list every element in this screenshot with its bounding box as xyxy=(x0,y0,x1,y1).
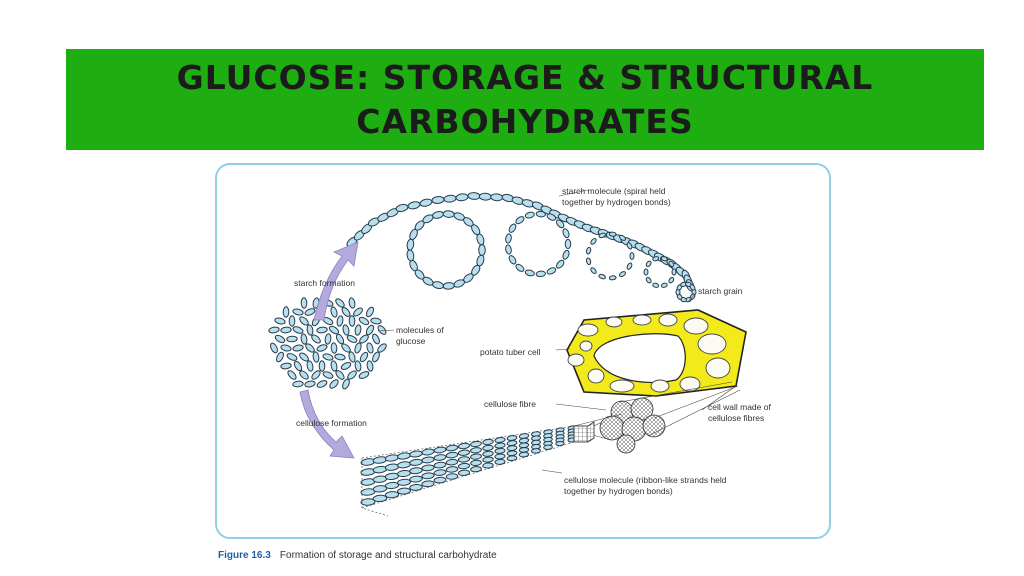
starch-coil-unit xyxy=(479,244,486,255)
starch-molecule-label-2: together by hydrogen bonds) xyxy=(562,197,671,207)
starch-grain xyxy=(610,380,634,392)
cellulose-glucose-unit xyxy=(483,463,494,469)
cellulose-glucose-unit xyxy=(458,463,470,469)
starch-molecule-label-1: starch molecule (spiral held xyxy=(562,186,666,196)
starch-coil-unit xyxy=(644,269,648,275)
cellulose-molecule-label-2: together by hydrogen bonds) xyxy=(564,486,673,496)
starch-grain xyxy=(698,334,726,354)
starch-grain xyxy=(706,358,730,378)
cellulose-glucose-unit xyxy=(519,447,529,452)
cellulose-glucose-unit xyxy=(507,450,517,456)
starch-grain xyxy=(578,324,598,336)
glucose-molecule xyxy=(281,327,292,334)
glucose-label-2: glucose xyxy=(396,336,426,346)
title-banner xyxy=(66,49,984,150)
glucose-molecule xyxy=(287,336,298,342)
cellulose-fibre-label: cellulose fibre xyxy=(484,399,536,409)
carbohydrate-diagram xyxy=(202,160,848,576)
cellulose-glucose-unit xyxy=(544,445,553,450)
starch-grain xyxy=(588,369,604,383)
cellulose-molecule-label-1: cellulose molecule (ribbon-like strands held xyxy=(564,475,727,485)
starch-grain-label: starch grain xyxy=(698,286,743,296)
cellulose-glucose-unit xyxy=(434,477,446,483)
starch-coil-unit xyxy=(565,239,570,248)
cellulose-glucose-unit xyxy=(556,441,565,446)
cellulose-glucose-unit xyxy=(458,470,470,476)
cell-wall-label-1: cell wall made of xyxy=(708,402,771,412)
starch-grain xyxy=(684,318,708,334)
cellulose-formation-label: cellulose formation xyxy=(296,418,367,428)
cellulose-glucose-unit xyxy=(507,445,517,451)
cellulose-glucose-unit xyxy=(470,453,481,459)
starch-coil-unit xyxy=(609,232,616,237)
starch-grain xyxy=(606,317,622,327)
cellulose-glucose-unit xyxy=(409,476,422,483)
caption-number: Figure 16.3 xyxy=(218,550,271,561)
starch-coil-unit xyxy=(536,211,546,217)
starch-grain xyxy=(568,354,584,366)
cellulose-block xyxy=(574,426,588,442)
starch-coil-unit xyxy=(609,275,616,280)
cellulose-glucose-unit xyxy=(434,469,446,476)
glucose-molecule xyxy=(293,381,304,388)
starch-coil-unit xyxy=(536,271,546,277)
slide-title-line-2: CARBOHYDRATES xyxy=(356,101,694,141)
starch-glucose-unit xyxy=(479,193,491,200)
cellulose-glucose-unit xyxy=(495,448,506,454)
starch-grain xyxy=(580,341,592,351)
starch-coil-unit xyxy=(630,253,634,260)
starch-grain xyxy=(680,377,700,391)
caption-text: Formation of storage and structural carbohydrate xyxy=(279,550,497,561)
starch-grain xyxy=(659,314,677,326)
cellulose-glucose-unit xyxy=(446,466,458,472)
cellulose-glucose-unit xyxy=(446,473,458,479)
starch-coil-unit xyxy=(443,282,455,289)
starch-grain xyxy=(651,380,669,392)
glucose-molecule xyxy=(349,316,355,327)
glucose-molecule xyxy=(289,316,295,326)
glucose-molecule xyxy=(301,298,307,309)
starch-coil-unit xyxy=(672,269,676,275)
cellulose-glucose-unit xyxy=(483,457,494,463)
cellulose-glucose-unit xyxy=(422,472,435,479)
glucose-molecule xyxy=(283,307,289,318)
glucose-molecule xyxy=(331,343,338,354)
cellulose-glucose-unit xyxy=(483,451,494,457)
cellulose-glucose-unit xyxy=(470,466,481,472)
cellulose-glucose-unit xyxy=(470,460,481,466)
starch-grain xyxy=(633,315,651,325)
slide-title-line-1: GLUCOSE: STORAGE & STRUCTURAL xyxy=(176,57,874,97)
starch-glucose-unit xyxy=(491,194,503,201)
starch-glucose-unit xyxy=(468,192,480,199)
potato-tuber-cell-label: potato tuber cell xyxy=(480,347,541,357)
starch-coil-unit xyxy=(443,210,455,217)
potato-tuber-cell xyxy=(567,310,746,396)
cell-wall-label-2: cellulose fibres xyxy=(708,413,765,423)
figure-panel xyxy=(202,160,848,576)
glucose-label-1: molecules of xyxy=(396,325,444,335)
starch-formation-label: starch formation xyxy=(294,278,355,288)
cellulose-glucose-unit xyxy=(495,454,506,460)
figure-caption xyxy=(218,543,497,562)
glucose-molecule xyxy=(319,361,325,371)
